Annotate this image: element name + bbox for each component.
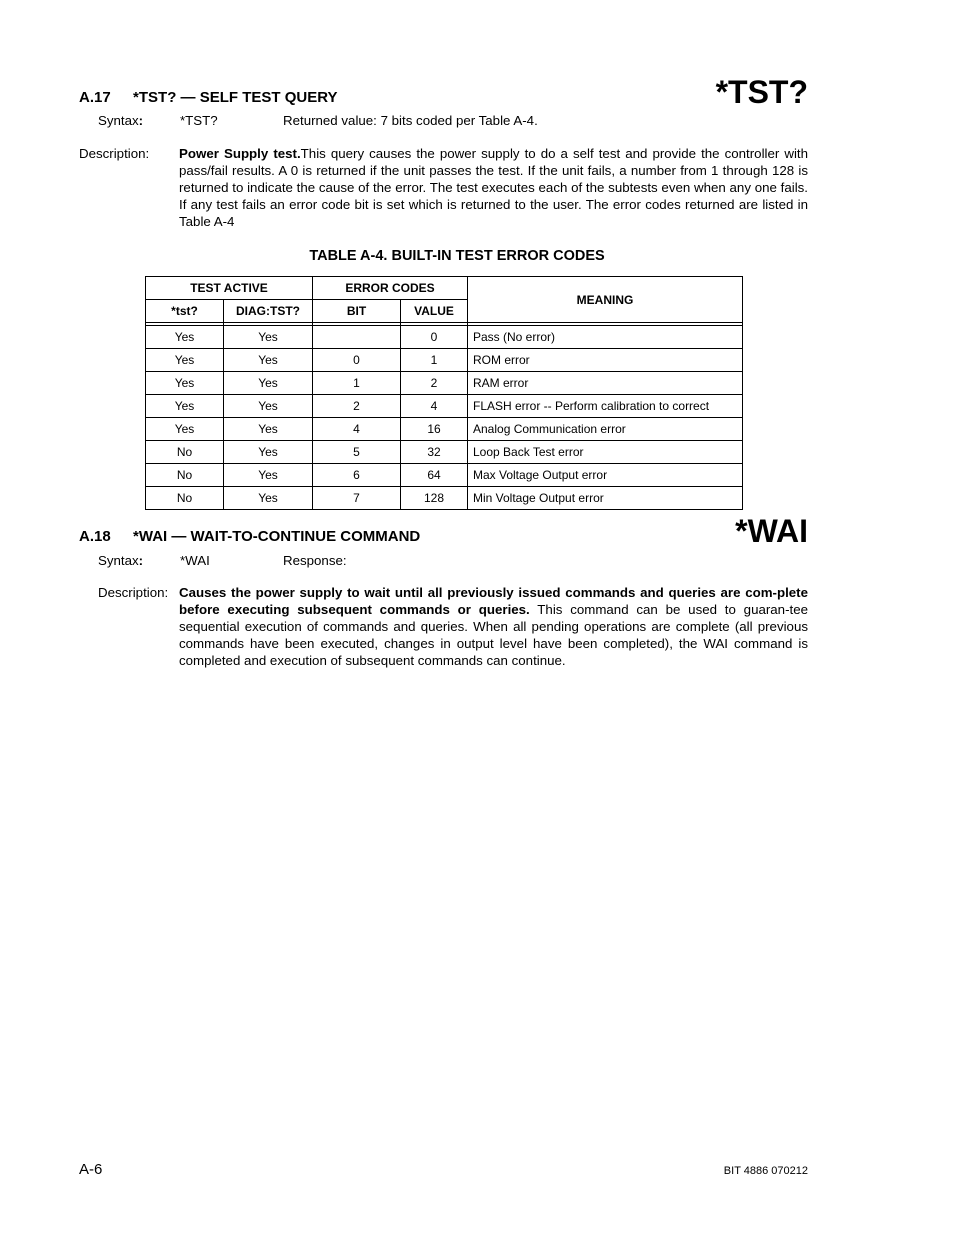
syntax-command: *TST? bbox=[180, 113, 218, 128]
header-test-active: TEST ACTIVE bbox=[146, 277, 313, 300]
description-bold: Power Supply test. bbox=[179, 146, 301, 161]
description-bold: Causes the power supply to wait until all previously issued commands and queries are com-plete before executing subsequent commands or queries. bbox=[179, 585, 808, 617]
description-body bbox=[179, 584, 808, 669]
header-diag: DIAG:TST? bbox=[224, 300, 313, 323]
syntax-label: Syntax: bbox=[98, 553, 144, 568]
header-error-codes: ERROR CODES bbox=[313, 277, 468, 300]
section-title: *TST? — SELF TEST QUERY bbox=[133, 89, 338, 106]
table-caption: TABLE A-4. BUILT-IN TEST ERROR CODES bbox=[309, 248, 605, 264]
section-a17-heading bbox=[79, 89, 338, 106]
description-text: This query causes the power supply to do a self test and provide the controller with pass/fail results. A 0 is returned if the unit passes the test. If the unit fails, a number from 1 through 128 is returned to indicate the cause of the error. The test executes each of the subtests even when any one fails. If any test fails an error code bit is set which is returned to the user. The error codes returned are listed in Table A-4 bbox=[179, 146, 809, 229]
header-tst: *tst? bbox=[146, 300, 224, 323]
description-label: Description: bbox=[79, 146, 150, 161]
section-a17-big-title: *TST? bbox=[715, 74, 808, 110]
table-row: Yes Yes 1 2 RAM error bbox=[146, 372, 743, 395]
section-a18-big-title: *WAI bbox=[735, 513, 808, 549]
table-row: Yes Yes 0 1 ROM error bbox=[146, 349, 743, 372]
table-row: Yes Yes 0 Pass (No error) bbox=[146, 326, 743, 349]
description-body bbox=[179, 145, 808, 230]
description-text: This command can be used to guaran-tee sequential execution of commands and queries. When all pending operations are complete (all previous commands have been executed, changes in output level have been completed), the WAI command is completed and execution of subsequent commands can continue. bbox=[179, 602, 808, 668]
header-meaning: MEANING bbox=[468, 277, 743, 323]
section-a18-heading bbox=[79, 528, 420, 545]
document-code: BIT 4886 070212 bbox=[723, 1165, 808, 1177]
section-number: A.18 bbox=[79, 528, 111, 545]
header-value: VALUE bbox=[401, 300, 468, 323]
syntax-response: Response: bbox=[283, 553, 347, 568]
page-number: A-6 bbox=[79, 1161, 103, 1178]
section-title: *WAI — WAIT-TO-CONTINUE COMMAND bbox=[133, 528, 421, 545]
table-row: No Yes 5 32 Loop Back Test error bbox=[146, 441, 743, 464]
syntax-returned-value: Returned value: 7 bits coded per Table A-4. bbox=[283, 113, 538, 128]
table-row: Yes Yes 2 4 FLASH error -- Perform calibration to correct bbox=[146, 395, 743, 418]
table-row: Yes Yes 4 16 Analog Communication error bbox=[146, 418, 743, 441]
table-row: No Yes 6 64 Max Voltage Output error bbox=[146, 464, 743, 487]
table-row: No Yes 7 128 Min Voltage Output error bbox=[146, 487, 743, 510]
header-bit: BIT bbox=[313, 300, 401, 323]
error-codes-table bbox=[145, 276, 743, 510]
section-number: A.17 bbox=[79, 89, 111, 106]
syntax-command: *WAI bbox=[180, 553, 210, 568]
description-label: Description: bbox=[98, 585, 169, 600]
syntax-label: Syntax: bbox=[98, 113, 144, 128]
